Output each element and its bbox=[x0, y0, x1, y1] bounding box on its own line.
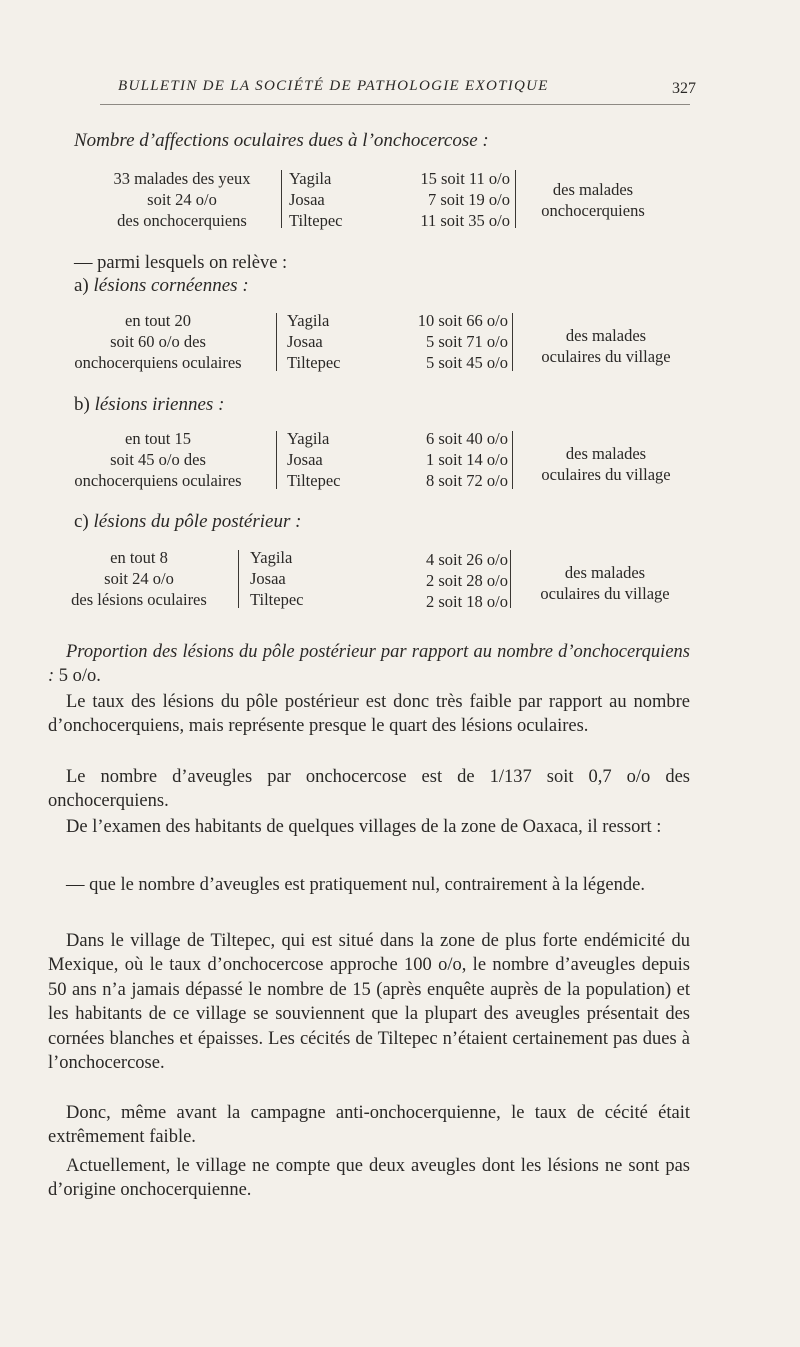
divider-line bbox=[512, 313, 513, 371]
paragraph-6: Dans le village de Tiltepec, qui est situé dans la zone de plus forte endémicité du Mexique, où le taux d’onchocercose approche 100 o/o, le nombre d’aveugles depuis 50 ans n’a jamais dépassé le nombre de 15 (après enquête auprès de la population) et les habitants de ce village se souviennent que la plupart des aveugles présentait des cornées blanches et épaisses. Les cécités de Tiltepec n’étaient certainement pas dues à l’onchocercose. bbox=[48, 931, 690, 1074]
table-total-ref: des malades onchocerquiens bbox=[541, 180, 645, 220]
table-corneal-ref: des malades oculaires du village bbox=[541, 326, 671, 366]
table-iris-label: en tout 15 soit 45 o/o des onchocerquiens oculaires bbox=[74, 429, 242, 490]
village-names: Yagila Josaa Tiltepec bbox=[250, 548, 304, 609]
village-tiltepec: Tiltepec bbox=[289, 211, 343, 230]
intro-line: — parmi lesquels on relève : bbox=[74, 253, 288, 273]
divider-line bbox=[276, 313, 277, 371]
paragraph-8: Actuellement, le village ne compte que deux aveugles dont les lésions ne sont pas d’origine onchocerquienne. bbox=[48, 1156, 690, 1201]
paragraph-proportion: Proportion des lésions du pôle postérieur par rapport au nombre d’onchocerquiens : 5 o/o. bbox=[48, 642, 690, 687]
section-title: Nombre d’affections oculaires dues à l’onchocercose : bbox=[74, 130, 489, 151]
village-names: Yagila Josaa Tiltepec bbox=[287, 429, 341, 490]
divider-line bbox=[512, 431, 513, 489]
header-rule bbox=[100, 104, 690, 105]
divider-line bbox=[510, 550, 511, 608]
village-names: Yagila Josaa Tiltepec bbox=[287, 311, 341, 372]
subheading-c: c) lésions du pôle postérieur : bbox=[74, 511, 302, 532]
paragraph-4: De l’examen des habitants de quelques villages de la zone de Oaxaca, il ressort : bbox=[66, 817, 662, 837]
divider-line bbox=[515, 170, 516, 228]
table-posterior-values: 4 soit 26 o/o 2 soit 28 o/o 2 soit 18 o/o bbox=[425, 550, 508, 611]
subheading-a: a) lésions cornéennes : bbox=[74, 275, 249, 296]
paragraph-7: Donc, même avant la campagne anti-onchocerquienne, le taux de cécité était extrêmement faible. bbox=[48, 1103, 690, 1148]
running-head: BULLETIN DE LA SOCIÉTÉ DE PATHOLOGIE EXOTIQUE bbox=[118, 78, 549, 94]
paragraph-3: Le nombre d’aveugles par onchocercose est de 1/137 soit 0,7 o/o des onchocerquiens. bbox=[48, 767, 690, 812]
subheading-b: b) lésions iriennes : bbox=[74, 394, 225, 415]
divider-line bbox=[276, 431, 277, 489]
village-yagila: Yagila bbox=[289, 169, 332, 188]
page-number: 327 bbox=[672, 80, 696, 97]
table-posterior-ref: des malades oculaires du village bbox=[540, 563, 670, 603]
table-posterior-label: en tout 8 soit 24 o/o des lésions oculaires bbox=[71, 548, 207, 609]
table-corneal-label: en tout 20 soit 60 o/o des onchocerquiens oculaires bbox=[74, 311, 242, 372]
table-total-label: 33 malades des yeux soit 24 o/o des onchocerquiens bbox=[113, 169, 251, 230]
paragraph-5: — que le nombre d’aveugles est pratiquement nul, contrairement à la légende. bbox=[66, 875, 645, 895]
table-iris-values: 6 soit 40 o/o 1 soit 14 o/o 8 soit 72 o/o bbox=[425, 429, 508, 490]
divider-line bbox=[238, 550, 239, 608]
paragraph-2: Le taux des lésions du pôle postérieur est donc très faible par rapport au nombre d’onchocerquiens, mais représente presque le quart des lésions oculaires. bbox=[48, 692, 690, 737]
table-corneal-values: 10 soit 66 o/o 5 soit 71 o/o 5 soit 45 o/o bbox=[417, 311, 508, 372]
village-josaa: Josaa bbox=[289, 190, 325, 209]
table-total-values: 15 soit 11 o/o 7 soit 19 o/o 11 soit 35 o/o bbox=[420, 169, 510, 230]
village-names bbox=[289, 168, 342, 231]
table-iris-ref: des malades oculaires du village bbox=[541, 444, 671, 484]
divider-line bbox=[281, 170, 282, 228]
